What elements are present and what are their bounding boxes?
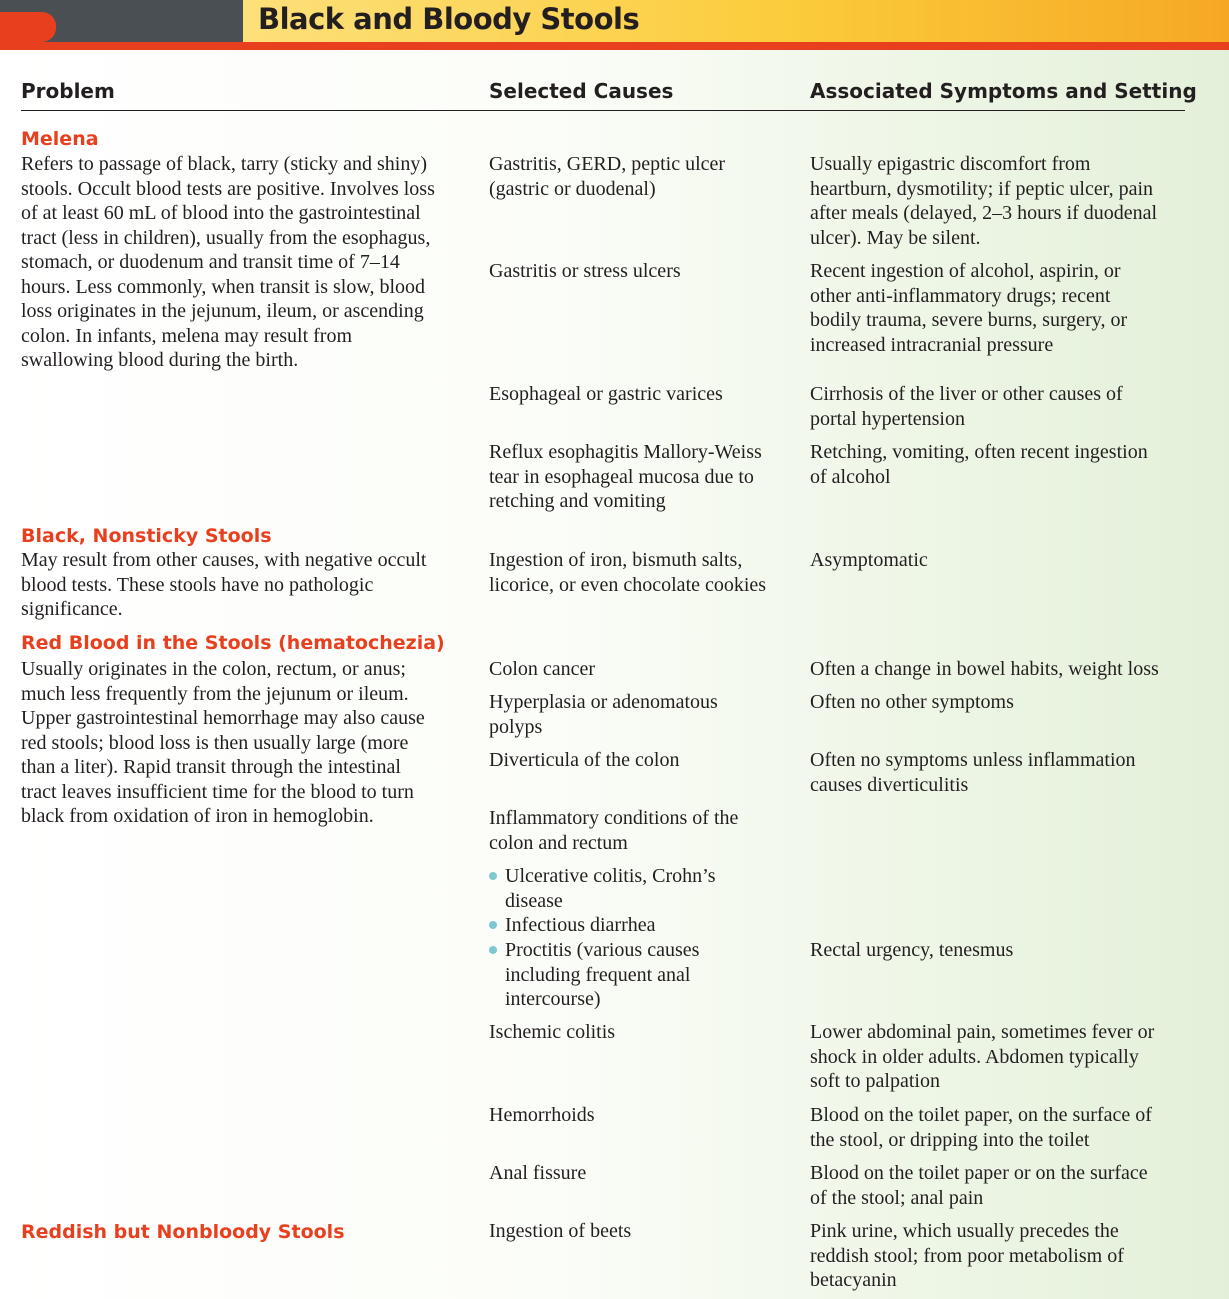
cause-line: polyps <box>489 715 543 738</box>
bullet-line: Infectious diarrhea <box>505 914 656 936</box>
black-desc-line: May result from other causes, with negative occult <box>21 549 427 571</box>
symptom-cell <box>810 548 928 573</box>
red-desc-line: Usually originates in the colon, rectum, or anus; <box>21 658 406 680</box>
cause-cell <box>489 382 723 407</box>
cause-line: Colon cancer <box>489 658 596 680</box>
cause-line: Esophageal or gastric varices <box>489 383 723 405</box>
red-desc-line: than a liter). Rapid transit through the intestinal <box>21 756 401 778</box>
bullet-icon <box>489 946 497 954</box>
melena-desc-line: stomach, or duodenum and transit time of 7–14 <box>21 251 400 273</box>
bullet-line: intercourse) <box>505 988 601 1010</box>
cause-line: Ingestion of iron, bismuth salts, <box>489 549 743 571</box>
bullet-item <box>505 938 699 1012</box>
column-header-symptoms: Associated Symptoms and Setting <box>810 79 1197 103</box>
red-description <box>21 657 425 829</box>
symptom-line: shock in older adults. Abdomen typically <box>810 1045 1139 1068</box>
cause-line: Inflammatory conditions of the <box>489 807 739 829</box>
cause-cell <box>489 548 766 597</box>
symptom-cell <box>810 748 1136 797</box>
melena-desc-line: stools. Occult blood tests are positive. Involves loss <box>21 177 435 200</box>
cause-line: colon and rectum <box>489 831 628 854</box>
symptom-line: Blood on the toilet paper or on the surface <box>810 1162 1148 1184</box>
symptom-cell <box>810 259 1127 357</box>
cause-cell <box>489 440 762 514</box>
symptom-cell <box>810 152 1157 250</box>
cause-line: Gastritis or stress ulcers <box>489 260 681 282</box>
symptom-line: bodily trauma, severe burns, surgery, or <box>810 309 1128 331</box>
page-title: Black and Bloody Stools <box>258 2 640 36</box>
symptom-line: causes diverticulitis <box>810 773 969 796</box>
bullet-item <box>505 913 655 938</box>
symptom-line: soft to palpation <box>810 1070 940 1092</box>
bullet-line: disease <box>505 889 563 912</box>
cause-cell <box>489 657 595 682</box>
cause-line: retching and vomiting <box>489 490 666 512</box>
melena-description <box>21 152 435 373</box>
cause-line: Anal fissure <box>489 1162 587 1184</box>
bullet-line: Proctitis (various causes <box>505 939 700 961</box>
section-title-reddish-stools: Reddish but Nonbloody Stools <box>21 1221 345 1243</box>
symptom-cell <box>810 440 1148 489</box>
symptom-line: heartburn, dysmotility; if peptic ulcer, pain <box>810 177 1153 200</box>
header-red-rule <box>0 42 1229 50</box>
red-desc-line: black from oxidation of iron in hemoglobin. <box>21 805 374 827</box>
red-desc-line: much less frequently from the jejunum or ileum. <box>21 682 409 705</box>
cause-cell <box>489 1219 631 1244</box>
red-desc-line: Upper gastrointestinal hemorrhage may also cause <box>21 707 425 729</box>
cause-cell <box>489 152 725 201</box>
symptom-cell <box>810 1020 1154 1094</box>
symptom-cell <box>810 1161 1148 1210</box>
cause-line: Gastritis, GERD, peptic ulcer <box>489 153 726 175</box>
bullet-item <box>505 864 716 913</box>
column-header-problem: Problem <box>21 79 115 103</box>
symptom-line: Pink urine, which usually precedes the <box>810 1220 1119 1242</box>
column-header-causes: Selected Causes <box>489 79 674 103</box>
symptom-line: Often no other symptoms <box>810 691 1014 713</box>
red-desc-line: red stools; blood loss is then usually large (more <box>21 731 409 754</box>
section-title-red-blood: Red Blood in the Stools (hematochezia) <box>21 632 445 654</box>
cause-line: licorice, or even chocolate cookies <box>489 573 767 596</box>
symptom-line: Asymptomatic <box>810 549 928 571</box>
bullet-line: including frequent anal <box>505 963 691 986</box>
section-title-melena: Melena <box>21 128 99 150</box>
symptom-cell <box>810 657 1159 682</box>
cause-line: Hyperplasia or adenomatous <box>489 691 718 713</box>
symptom-line: ulcer). May be silent. <box>810 226 981 249</box>
bullet-icon <box>489 872 497 880</box>
red-desc-line: tract leaves insufficient time for the blood to turn <box>21 780 414 803</box>
symptom-line: betacyanin <box>810 1269 897 1291</box>
cause-line: Ingestion of beets <box>489 1220 632 1242</box>
page-header <box>0 0 1229 50</box>
cause-cell <box>489 806 738 855</box>
symptom-line: reddish stool; from poor metabolism of <box>810 1244 1124 1267</box>
section-title-black-stools: Black, Nonsticky Stools <box>21 525 272 547</box>
symptom-cell <box>810 382 1123 431</box>
cause-line: Diverticula of the colon <box>489 749 680 771</box>
black-desc-line: significance. <box>21 598 123 620</box>
cause-line: Reflux esophagitis Mallory-Weiss <box>489 441 762 463</box>
bullet-line: Ulcerative colitis, Crohn’s <box>505 865 716 887</box>
symptom-cell <box>810 938 1013 963</box>
bullet-icon <box>489 921 497 929</box>
cause-cell <box>489 1103 595 1128</box>
cause-cell <box>489 690 718 739</box>
symptom-line: increased intracranial pressure <box>810 333 1054 356</box>
black-desc-line: blood tests. These stools have no pathologic <box>21 573 374 596</box>
cause-cell <box>489 748 680 773</box>
melena-desc-line: tract (less in children), usually from the esophagus, <box>21 226 431 249</box>
symptom-line: Rectal urgency, tenesmus <box>810 939 1014 961</box>
symptom-cell <box>810 1103 1152 1152</box>
melena-desc-line: swallowing blood during the birth. <box>21 349 299 371</box>
melena-desc-line: loss originates in the jejunum, ileum, or ascending <box>21 300 424 322</box>
symptom-line: the stool, or dripping into the toilet <box>810 1128 1090 1151</box>
symptom-line: of alcohol <box>810 465 891 488</box>
cause-line: (gastric or duodenal) <box>489 177 656 200</box>
symptom-line: Usually epigastric discomfort from <box>810 153 1091 175</box>
cause-line: Ischemic colitis <box>489 1021 616 1043</box>
header-divider <box>21 110 1185 111</box>
cause-cell <box>489 1020 615 1045</box>
header-red-tab <box>0 12 56 42</box>
symptom-line: Often no symptoms unless inflammation <box>810 749 1136 771</box>
symptom-line: Blood on the toilet paper, on the surface of <box>810 1104 1152 1126</box>
cause-cell <box>489 259 681 284</box>
cause-line: tear in esophageal mucosa due to <box>489 465 754 488</box>
symptom-line: portal hypertension <box>810 407 965 430</box>
cause-line: Hemorrhoids <box>489 1104 595 1126</box>
black-description <box>21 548 426 622</box>
melena-desc-line: colon. In infants, melena may result from <box>21 324 353 347</box>
symptom-line: Cirrhosis of the liver or other causes of <box>810 383 1123 405</box>
symptom-line: Recent ingestion of alcohol, aspirin, or <box>810 260 1121 282</box>
symptom-line: other anti-inflammatory drugs; recent <box>810 284 1111 307</box>
symptom-line: after meals (delayed, 2–3 hours if duodenal <box>810 202 1158 224</box>
symptom-line: Lower abdominal pain, sometimes fever or <box>810 1021 1155 1043</box>
melena-desc-line: Refers to passage of black, tarry (sticky and shiny) <box>21 153 427 175</box>
symptom-line: Retching, vomiting, often recent ingestion <box>810 441 1148 463</box>
symptom-cell <box>810 690 1014 715</box>
symptom-cell <box>810 1219 1124 1293</box>
melena-desc-line: of at least 60 mL of blood into the gastrointestinal <box>21 202 421 224</box>
melena-desc-line: hours. Less commonly, when transit is slow, blood <box>21 275 426 298</box>
symptom-line: Often a change in bowel habits, weight loss <box>810 658 1159 680</box>
symptom-line: of the stool; anal pain <box>810 1186 984 1209</box>
cause-cell <box>489 1161 586 1186</box>
